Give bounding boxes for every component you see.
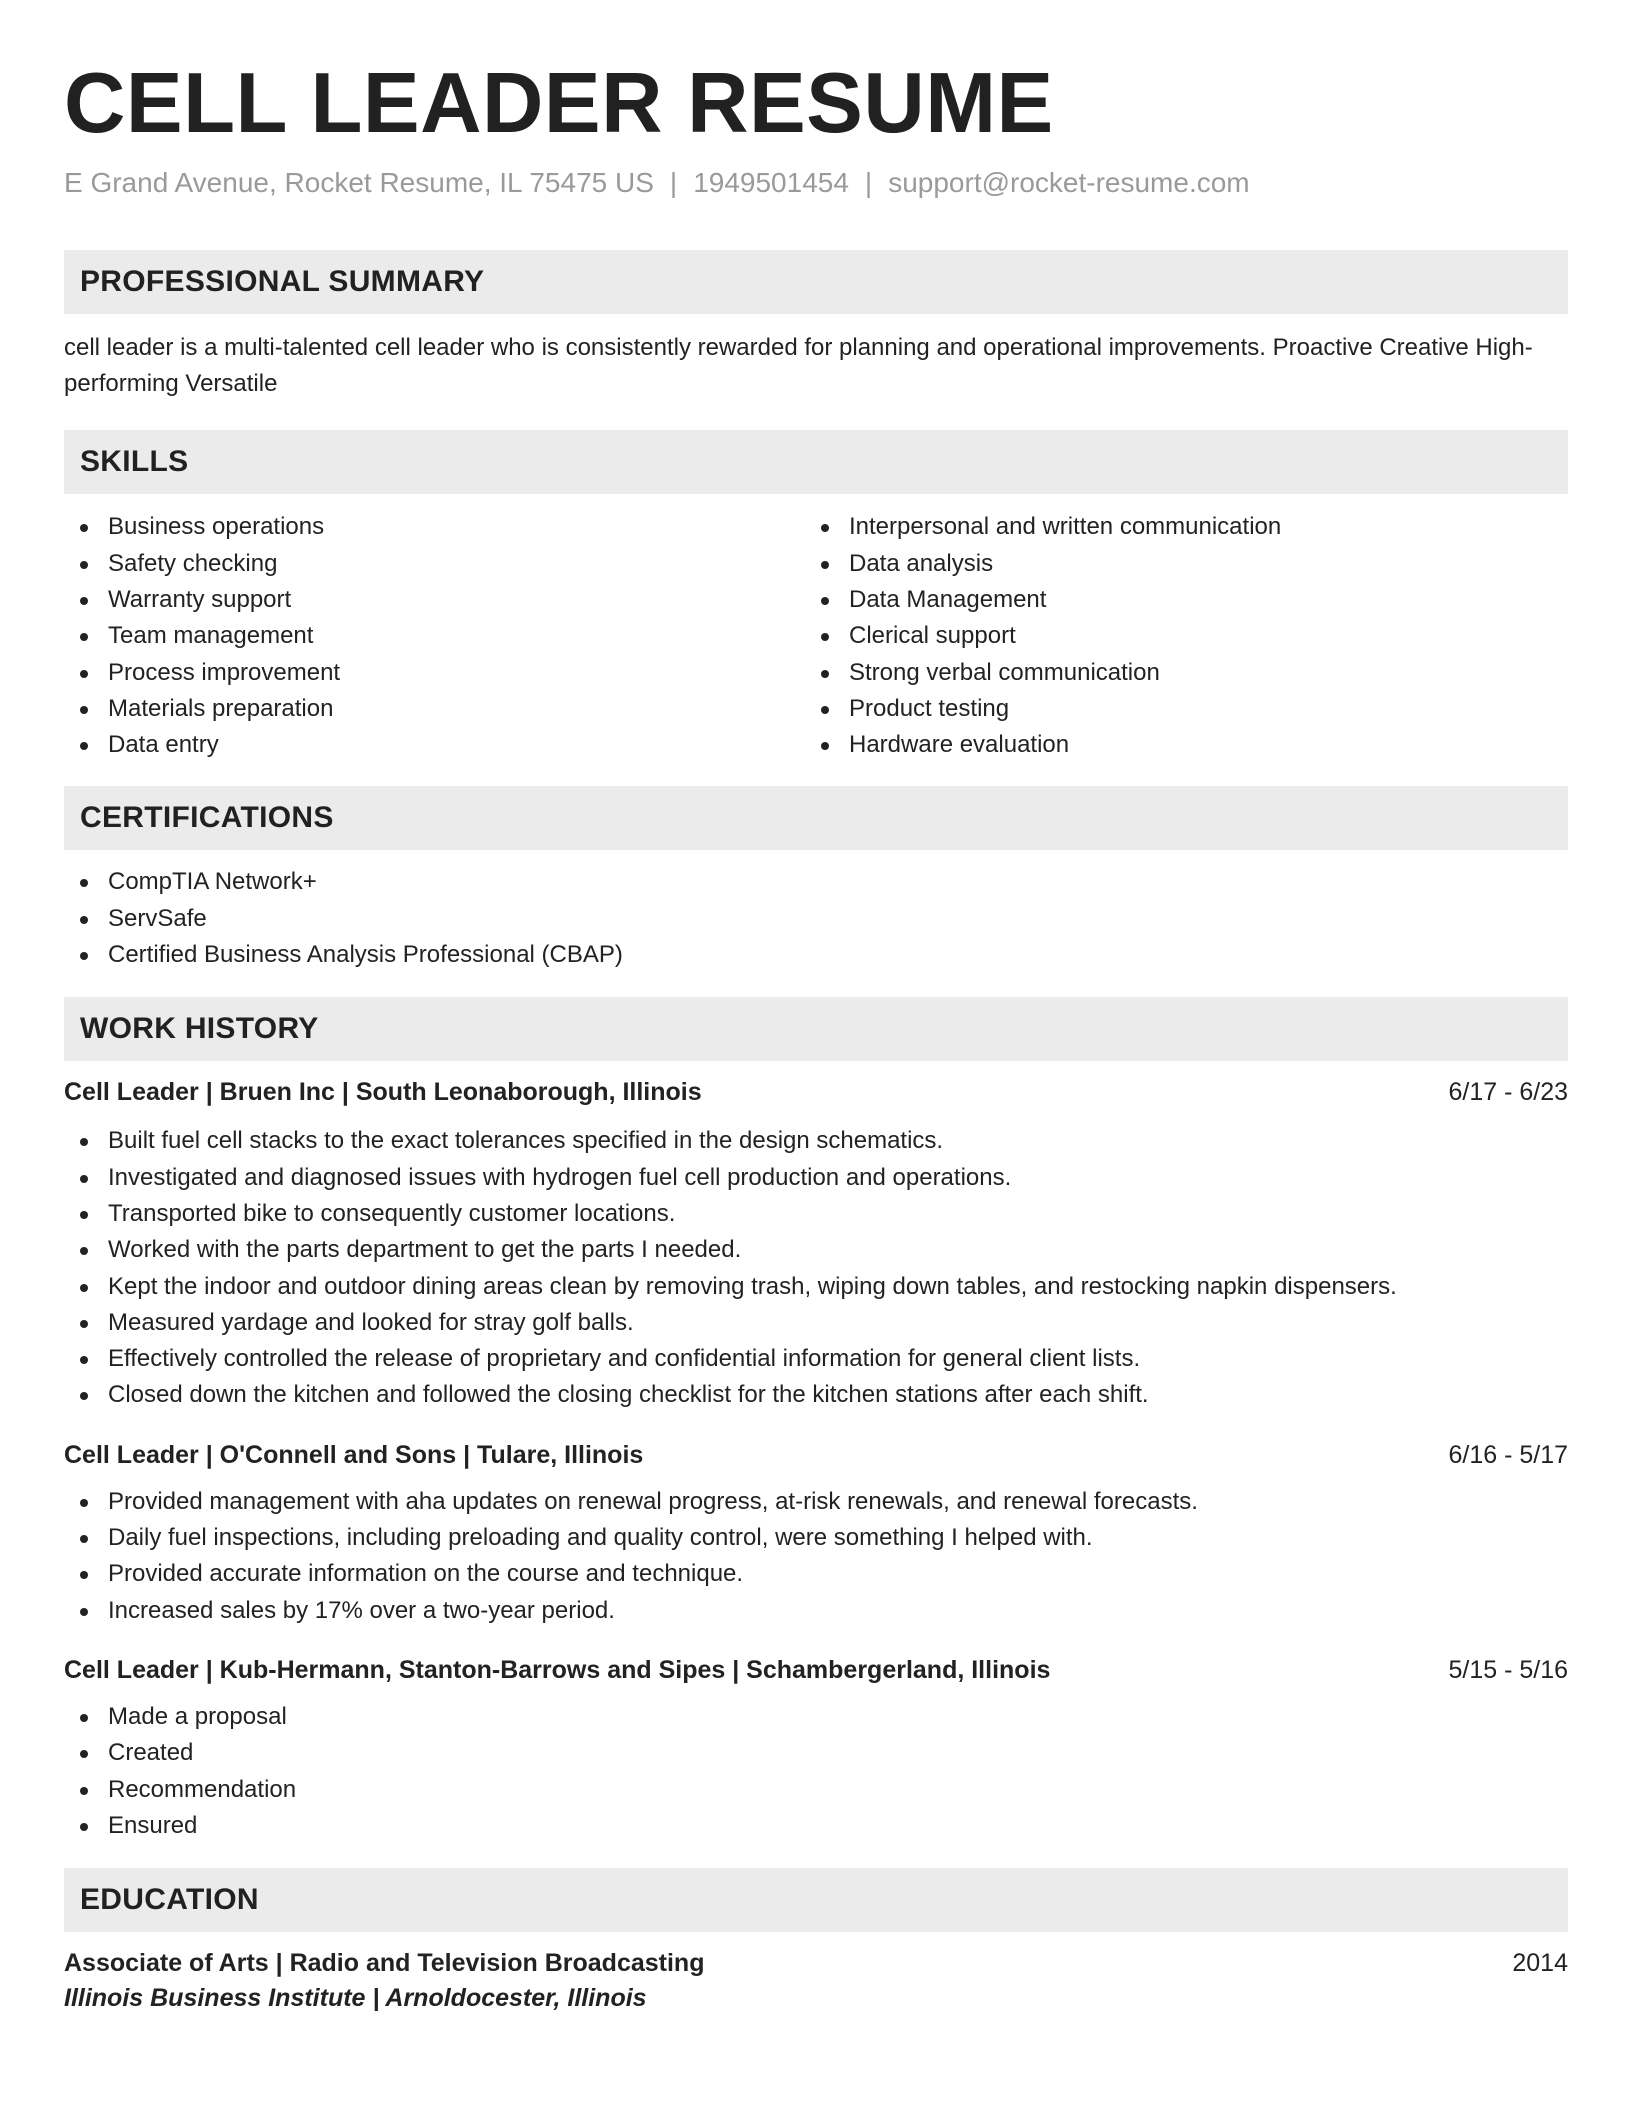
contact-separator: | (864, 166, 873, 198)
skill-item: Hardware evaluation (805, 727, 1546, 763)
education-section-header (64, 1868, 1568, 1932)
certification-item: Certified Business Analysis Professional (CBAP) (64, 937, 1568, 973)
skills-column-left (64, 509, 805, 763)
skill-item: Data analysis (805, 546, 1546, 582)
certification-item: ServSafe (64, 901, 1568, 937)
skill-item: Team management (64, 618, 805, 654)
job-entry (64, 1075, 1568, 1413)
skill-item: Safety checking (64, 546, 805, 582)
resume-title: CELL LEADER RESUME (64, 56, 1054, 151)
job-dates: 5/15 - 5/16 (1448, 1655, 1568, 1684)
job-bullet: Investigated and diagnosed issues with hydrogen fuel cell production and operations. (64, 1160, 1568, 1196)
skill-item: Clerical support (805, 618, 1546, 654)
skills-columns (64, 509, 1568, 763)
skills-column-right (805, 509, 1546, 763)
education-entry (64, 1946, 1568, 2016)
job-title: Cell Leader | Kub-Hermann, Stanton-Barrows and Sipes | Schambergerland, Illinois (64, 1655, 1051, 1684)
job-bullets (64, 1123, 1568, 1413)
contact-email: support@rocket-resume.com (888, 166, 1250, 198)
job-dates: 6/17 - 6/23 (1448, 1078, 1568, 1107)
job-bullet: Provided management with aha updates on renewal progress, at-risk renewals, and renewal forecasts. (64, 1484, 1568, 1520)
skill-item: Process improvement (64, 655, 805, 691)
job-bullet: Made a proposal (64, 1699, 1568, 1735)
contact-line (64, 166, 1568, 200)
job-bullet: Closed down the kitchen and followed the closing checklist for the kitchen stations after each shift. (64, 1377, 1568, 1413)
job-title: Cell Leader | Bruen Inc | South Leonaborough, Illinois (64, 1078, 702, 1107)
education-section-title: EDUCATION (80, 1883, 259, 1917)
certifications-list (64, 864, 1568, 973)
job-dates: 6/16 - 5/17 (1448, 1440, 1568, 1469)
summary-section-header (64, 250, 1568, 314)
job-bullet: Transported bike to consequently customer locations. (64, 1196, 1568, 1232)
skill-item: Product testing (805, 691, 1546, 727)
education-header (64, 1946, 1568, 1980)
job-bullet: Effectively controlled the release of proprietary and confidential information for general client lists. (64, 1341, 1568, 1377)
education-school: Illinois Business Institute | Arnoldocester, Illinois (64, 1984, 647, 2013)
education-year: 2014 (1512, 1949, 1568, 1978)
job-bullet: Created (64, 1735, 1568, 1771)
contact-separator: | (669, 166, 678, 198)
skill-item: Business operations (64, 509, 805, 545)
job-bullet: Built fuel cell stacks to the exact tolerances specified in the design schematics. (64, 1123, 1568, 1159)
summary-section-title: PROFESSIONAL SUMMARY (80, 265, 485, 299)
work-history-section-header (64, 997, 1568, 1061)
job-bullets (64, 1484, 1568, 1629)
job-title: Cell Leader | O'Connell and Sons | Tulare, Illinois (64, 1440, 644, 1469)
job-bullet: Worked with the parts department to get the parts I needed. (64, 1232, 1568, 1268)
certification-item: CompTIA Network+ (64, 864, 1568, 900)
skill-item: Data Management (805, 582, 1546, 618)
job-bullet: Increased sales by 17% over a two-year period. (64, 1593, 1568, 1629)
skills-list-right (805, 509, 1546, 763)
job-bullet: Daily fuel inspections, including preloading and quality control, were something I helped with. (64, 1520, 1568, 1556)
job-bullet: Recommendation (64, 1772, 1568, 1808)
job-bullet: Measured yardage and looked for stray golf balls. (64, 1305, 1568, 1341)
skill-item: Materials preparation (64, 691, 805, 727)
job-entry (64, 1438, 1568, 1629)
job-bullets (64, 1699, 1568, 1844)
skill-item: Warranty support (64, 582, 805, 618)
contact-address: E Grand Avenue, Rocket Resume, IL 75475 US (64, 166, 654, 198)
skill-item: Interpersonal and written communication (805, 509, 1546, 545)
work-history-section-title: WORK HISTORY (80, 1012, 319, 1046)
job-bullet: Ensured (64, 1808, 1568, 1844)
job-header (64, 1653, 1568, 1687)
job-bullet: Kept the indoor and outdoor dining areas clean by removing trash, wiping down tables, and restocking napkin dispensers. (64, 1269, 1568, 1305)
skill-item: Data entry (64, 727, 805, 763)
summary-text: cell leader is a multi-talented cell leader who is consistently rewarded for planning and operational improvements. Proactive Creative High-performing Versatile (64, 334, 1533, 398)
certifications-section-title: CERTIFICATIONS (80, 801, 334, 835)
skill-item: Strong verbal communication (805, 655, 1546, 691)
job-bullet: Provided accurate information on the course and technique. (64, 1556, 1568, 1592)
education-degree: Associate of Arts | Radio and Television Broadcasting (64, 1949, 705, 1978)
skills-section-header (64, 430, 1568, 494)
skills-section-title: SKILLS (80, 445, 189, 479)
skills-list-left (64, 509, 805, 763)
contact-phone: 1949501454 (693, 166, 849, 198)
job-header (64, 1438, 1568, 1472)
certifications-section-header (64, 786, 1568, 850)
job-entry (64, 1653, 1568, 1844)
job-header (64, 1075, 1568, 1109)
